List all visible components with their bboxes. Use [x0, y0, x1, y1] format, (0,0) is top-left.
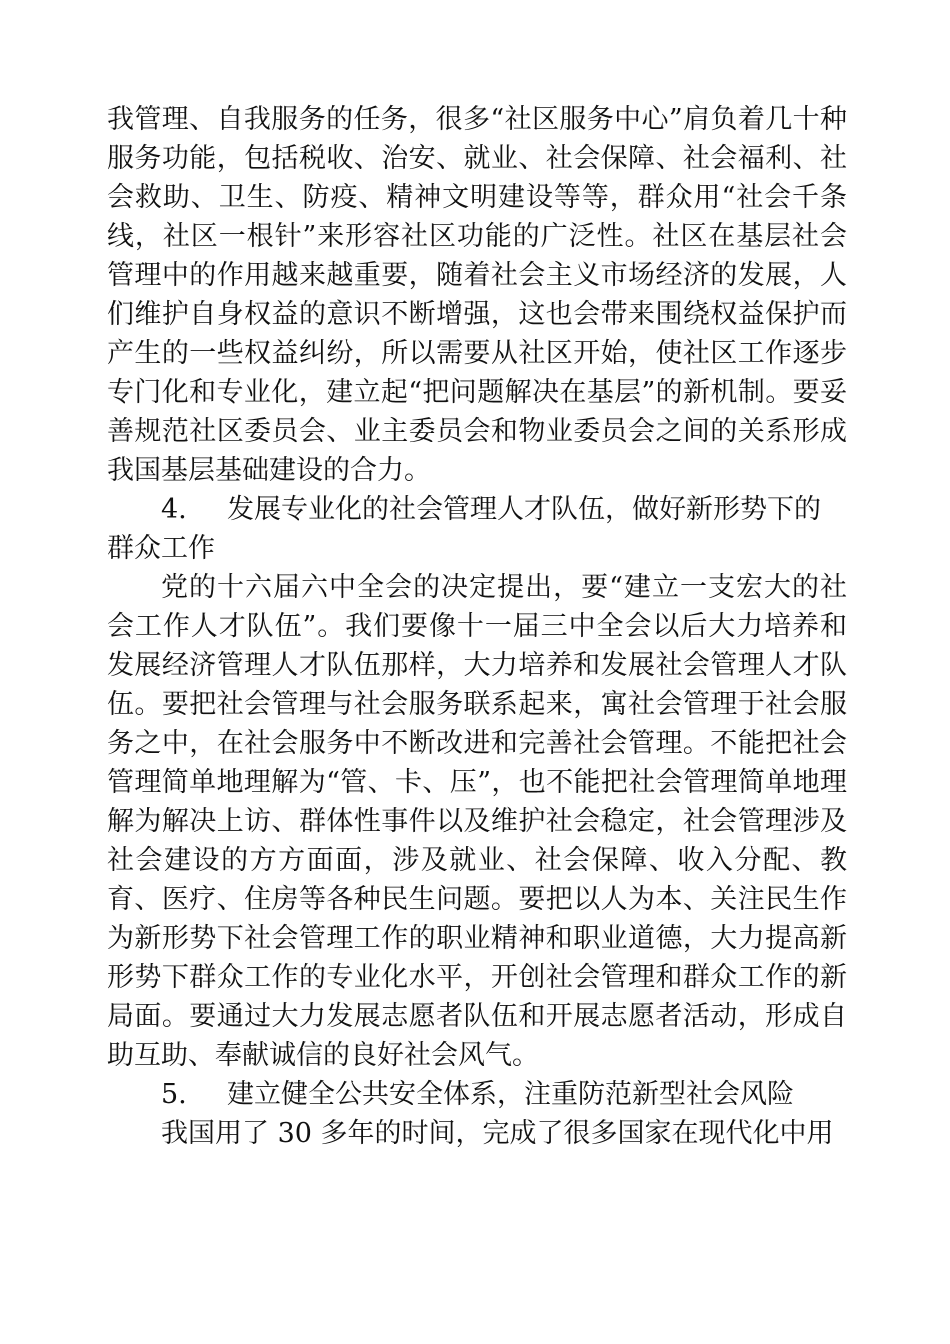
section-heading-4: [107, 490, 847, 568]
section-number-4: 4.: [161, 494, 187, 525]
paragraph-public-safety: 我国用了 30 多年的时间，完成了很多国家在现代化中用: [161, 1118, 834, 1149]
section-heading-5: [107, 1075, 847, 1114]
paragraph-community-management: 我管理、自我服务的任务，很多“社区服务中心”肩负着几十种服务功能，包括税收、治安、就业、社会保障、社会福利、社会救助、卫生、防疫、精神文明建设等等，群众用“社会千条线，社区一根针”来形容社区功能的广泛性。社区在基层社会管理中的作用越来越重要，随着社会主义市场经济的发展，人们维护自身权益的意识不断增强，这也会带来围绕权益保护而产生的一些权益纠纷，所以需要从社区开始，使社区工作逐步专门化和专业化，建立起“把问题解决在基层”的新机制。要妥善规范社区委员会、业主委员会和物业委员会之间的关系形成我国基层基础建设的合力。: [107, 104, 847, 486]
section-title-4: 发展专业化的社会管理人才队伍，做好新形势下的群众工作: [107, 494, 821, 564]
paragraph-social-work-talent: 党的十六届六中全会的决定提出，要“建立一支宏大的社会工作人才队伍”。我们要像十一届三中全会以后大力培养和发展经济管理人才队伍那样，大力培养和发展社会管理人才队伍。要把社会管理与社会服务联系起来，寓社会管理于社会服务之中，在社会服务中不断改进和完善社会管理。不能把社会管理简单地理解为“管、卡、压”，也不能把社会管理简单地理解为解决上访、群体性事件以及维护社会稳定，社会管理涉及社会建设的方方面面，涉及就业、社会保障、收入分配、教育、医疗、住房等各种民生问题。要把以人为本、关注民生作为新形势下社会管理工作的职业精神和职业道德，大力提高新形势下群众工作的专业化水平，开创社会管理和群众工作的新局面。要通过大力发展志愿者队伍和开展志愿者活动，形成自助互助、奉献诚信的良好社会风气。: [107, 572, 847, 1071]
section-title-5: 建立健全公共安全体系，注重防范新型社会风险: [227, 1079, 794, 1110]
document-page: [107, 100, 847, 1153]
section-number-5: 5.: [161, 1079, 187, 1110]
